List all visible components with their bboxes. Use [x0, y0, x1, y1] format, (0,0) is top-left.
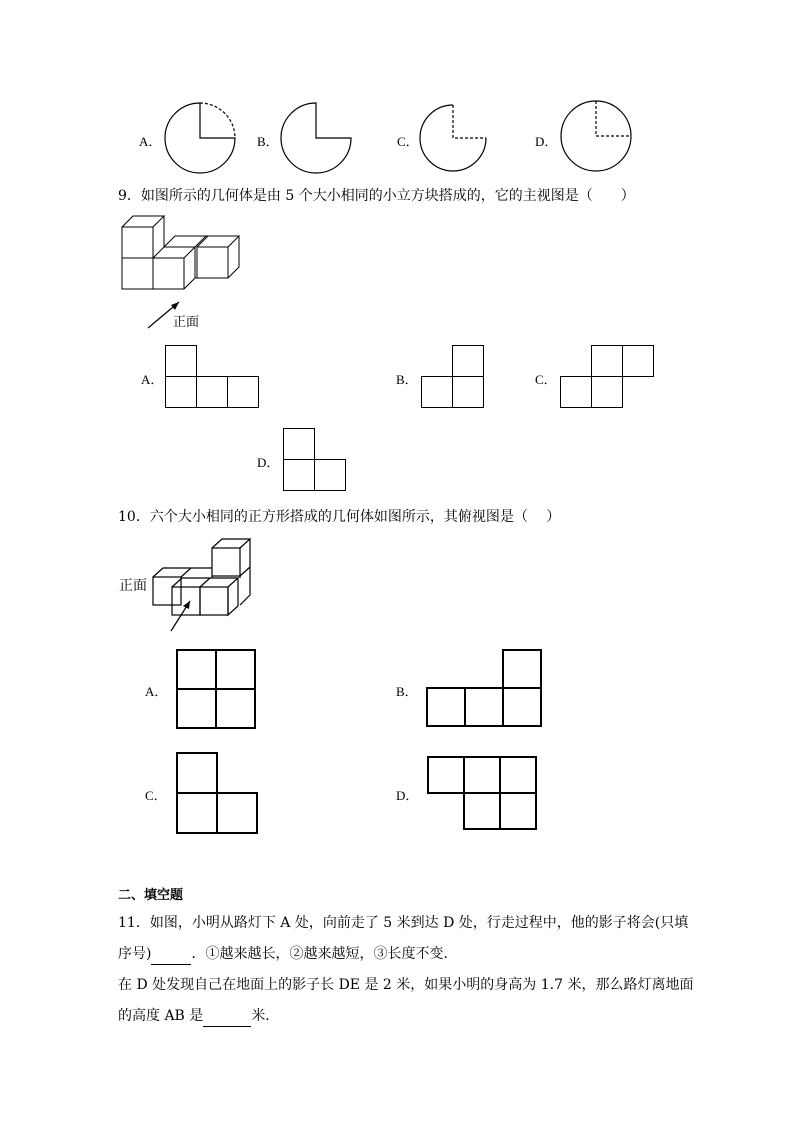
q10-option-b-figure — [426, 649, 546, 731]
q8-option-b-figure — [280, 100, 360, 175]
q8-option-a-label: A． — [139, 134, 162, 149]
q11-line-2-suffix: ．①越来越长，②越来越短，③长度不变． — [191, 946, 458, 962]
q11-blank-1[interactable] — [151, 944, 191, 965]
q9-option-a-label: A． — [141, 372, 164, 387]
q11-line-3: 在 D 处发现自己在地面上的影子长 DE 是 2 米，如果小明的身高为 1.7 米，那么路灯离地面 — [118, 977, 694, 993]
q10-solid-figure — [150, 535, 260, 620]
section-2-title: 二、填空题 — [118, 888, 184, 903]
q10-option-a-figure — [176, 649, 258, 731]
q11-blank-2[interactable] — [203, 1006, 251, 1027]
q9-option-d-figure — [283, 428, 349, 494]
q9-option-b-figure — [421, 345, 487, 411]
q10-option-d-label: D． — [396, 788, 419, 803]
q9-option-a-figure — [165, 345, 261, 411]
q9-option-c-figure — [560, 345, 656, 411]
q11-line-4-suffix: 米． — [251, 1008, 280, 1024]
q8-option-c-label: C． — [397, 134, 419, 149]
q8-option-d-figure — [558, 100, 638, 175]
q11-line-1: 11．如图，小明从路灯下 A 处，向前走了 5 米到达 D 处，行走过程中，他的影子将会(只填 — [118, 915, 689, 931]
q9-option-c-label: C． — [535, 372, 557, 387]
q11-line-2 — [118, 944, 457, 965]
q8-option-b-label: B． — [257, 134, 279, 149]
q10-front-label: 正面 — [119, 578, 147, 594]
q9-stem: 9．如图所示的几何体是由 5 个大小相同的小立方块搭成的，它的主视图是（ ） — [118, 188, 635, 204]
q11-line-4 — [118, 1006, 279, 1027]
q9-option-d-label: D． — [257, 455, 280, 470]
q9-option-b-label: B． — [396, 372, 418, 387]
q10-option-c-label: C． — [145, 788, 167, 803]
q8-option-a-figure — [160, 100, 240, 175]
q10-option-a-label: A． — [145, 684, 168, 699]
q10-option-c-figure — [176, 752, 260, 836]
q10-front-arrow — [168, 597, 198, 635]
q11-line-4-prefix: 的高度 AB 是 — [118, 1008, 204, 1024]
q8-option-c-figure — [418, 100, 498, 175]
q8-option-d-label: D． — [535, 134, 558, 149]
q9-front-label: 正面 — [173, 315, 200, 330]
q10-option-b-label: B． — [396, 684, 418, 699]
q10-option-d-figure — [427, 756, 541, 832]
q10-stem: 10．六个大小相同的正方形搭成的几何体如图所示，其俯视图是（ ） — [118, 509, 561, 525]
q11-line-2-prefix: 序号) — [118, 946, 152, 962]
